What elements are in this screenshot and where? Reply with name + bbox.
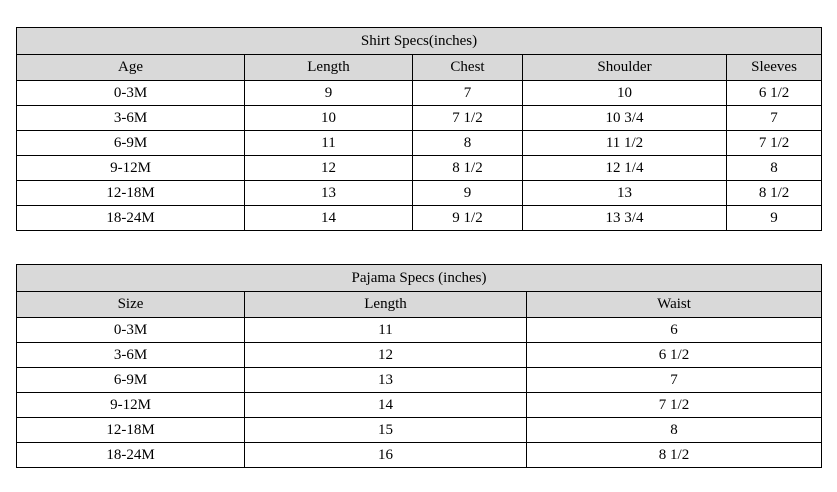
pajama-table-title: Pajama Specs (inches) [17,265,822,292]
shirt-cell-sleeves: 7 [727,106,822,131]
pajama-cell-length: 15 [245,418,527,443]
shirt-cell-shoulder: 12 1/4 [523,156,727,181]
table-row [17,368,822,393]
table-row [17,393,822,418]
pajama-cell-size: 18-24M [17,443,245,468]
table-row [17,181,822,206]
pajama-cell-waist: 7 [527,368,822,393]
pajama-cell-waist: 7 1/2 [527,393,822,418]
shirt-column-header-length: Length [245,55,413,81]
pajama-cell-waist: 8 1/2 [527,443,822,468]
pajama-cell-length: 12 [245,343,527,368]
shirt-cell-chest: 7 [413,81,523,106]
pajama-title-row [17,265,822,292]
pajama-cell-length: 16 [245,443,527,468]
pajama-column-header-size: Size [17,292,245,318]
pajama-cell-length: 13 [245,368,527,393]
shirt-column-header-shoulder: Shoulder [523,55,727,81]
shirt-cell-sleeves: 8 1/2 [727,181,822,206]
pajama-cell-length: 14 [245,393,527,418]
shirt-cell-age: 6-9M [17,131,245,156]
shirt-cell-age: 3-6M [17,106,245,131]
shirt-cell-length: 11 [245,131,413,156]
pajama-column-header-waist: Waist [527,292,822,318]
shirt-column-header-chest: Chest [413,55,523,81]
shirt-cell-shoulder: 11 1/2 [523,131,727,156]
shirt-cell-sleeves: 7 1/2 [727,131,822,156]
shirt-cell-length: 10 [245,106,413,131]
shirt-cell-shoulder: 10 3/4 [523,106,727,131]
shirt-cell-sleeves: 8 [727,156,822,181]
pajama-cell-length: 11 [245,318,527,343]
shirt-cell-chest: 8 1/2 [413,156,523,181]
shirt-cell-chest: 9 [413,181,523,206]
shirt-cell-age: 18-24M [17,206,245,231]
shirt-cell-chest: 8 [413,131,523,156]
shirt-title-row [17,28,822,55]
pajama-cell-size: 6-9M [17,368,245,393]
shirt-cell-length: 13 [245,181,413,206]
pajama-cell-waist: 6 [527,318,822,343]
shirt-cell-length: 9 [245,81,413,106]
table-row [17,106,822,131]
shirt-cell-shoulder: 13 3/4 [523,206,727,231]
shirt-table-title: Shirt Specs(inches) [17,28,822,55]
shirt-cell-shoulder: 13 [523,181,727,206]
table-row [17,206,822,231]
shirt-specs-table-container [16,27,822,231]
shirt-header-row [17,55,822,81]
pajama-cell-size: 3-6M [17,343,245,368]
shirt-cell-length: 14 [245,206,413,231]
pajama-cell-waist: 6 1/2 [527,343,822,368]
pajama-cell-size: 12-18M [17,418,245,443]
shirt-cell-shoulder: 10 [523,81,727,106]
shirt-cell-age: 12-18M [17,181,245,206]
pajama-specs-table-container [16,264,822,468]
shirt-cell-sleeves: 9 [727,206,822,231]
shirt-column-header-age: Age [17,55,245,81]
shirt-cell-sleeves: 6 1/2 [727,81,822,106]
shirt-cell-age: 0-3M [17,81,245,106]
shirt-cell-age: 9-12M [17,156,245,181]
table-row [17,343,822,368]
shirt-cell-length: 12 [245,156,413,181]
table-row [17,81,822,106]
table-row [17,131,822,156]
pajama-specs-table [16,264,822,468]
pajama-cell-waist: 8 [527,418,822,443]
shirt-cell-chest: 9 1/2 [413,206,523,231]
pajama-column-header-length: Length [245,292,527,318]
table-row [17,156,822,181]
table-row [17,418,822,443]
shirt-specs-table [16,27,822,231]
pajama-cell-size: 0-3M [17,318,245,343]
pajama-cell-size: 9-12M [17,393,245,418]
shirt-column-header-sleeves: Sleeves [727,55,822,81]
table-row [17,318,822,343]
shirt-cell-chest: 7 1/2 [413,106,523,131]
pajama-header-row [17,292,822,318]
table-row [17,443,822,468]
